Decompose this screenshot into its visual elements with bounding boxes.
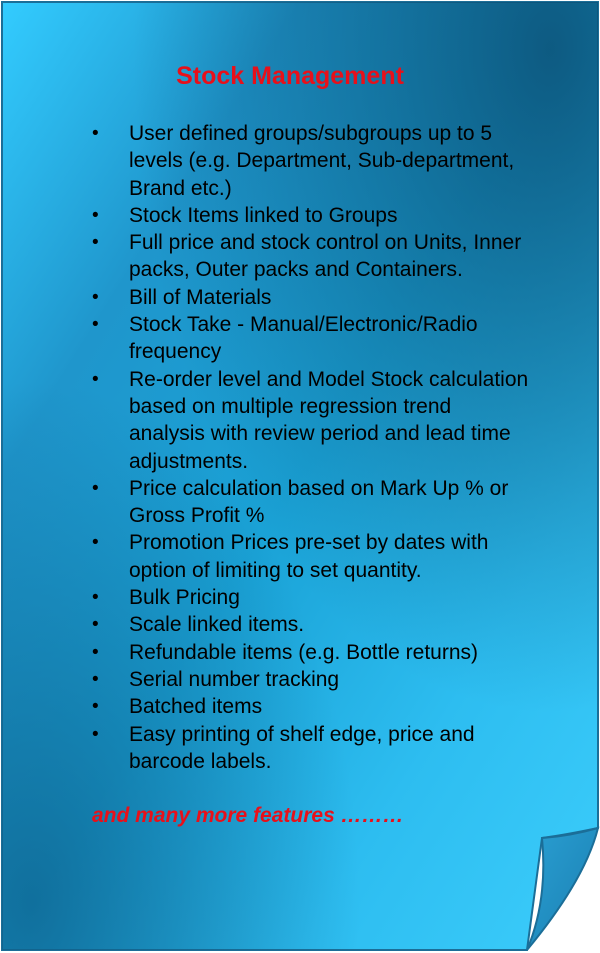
feature-text: Stock Items linked to Groups bbox=[129, 203, 398, 227]
bullet-icon: • bbox=[92, 204, 99, 226]
feature-item bbox=[92, 529, 532, 584]
bullet-icon: • bbox=[92, 477, 99, 499]
feature-list bbox=[92, 120, 532, 775]
feature-item bbox=[92, 584, 532, 611]
feature-text: Bill of Materials bbox=[129, 285, 272, 309]
feature-item bbox=[92, 475, 532, 530]
feature-item bbox=[92, 120, 532, 202]
bullet-icon: • bbox=[92, 614, 99, 636]
bullet-icon: • bbox=[92, 587, 99, 609]
bullet-icon: • bbox=[92, 723, 99, 745]
bullet-icon: • bbox=[92, 314, 99, 336]
feature-item bbox=[92, 366, 532, 475]
feature-text: Price calculation based on Mark Up % or Gross Profit % bbox=[129, 476, 509, 528]
feature-text: Batched items bbox=[129, 695, 263, 719]
bullet-icon: • bbox=[92, 286, 99, 308]
page-title: Stock Management bbox=[176, 62, 404, 90]
feature-text: User defined groups/subgroups up to 5 levels (e.g. Department, Sub-department, Brand etc.) bbox=[129, 122, 515, 200]
feature-text: Serial number tracking bbox=[129, 667, 340, 691]
bullet-icon: • bbox=[92, 532, 99, 554]
feature-item bbox=[92, 666, 532, 693]
feature-item bbox=[92, 311, 532, 366]
feature-item bbox=[92, 611, 532, 638]
feature-item bbox=[92, 202, 532, 229]
feature-text: Re-order level and Model Stock calculation based on multiple regression trend analysis with review period and lead time adjustments. bbox=[129, 367, 529, 473]
bullet-icon: • bbox=[92, 668, 99, 690]
feature-text: Bulk Pricing bbox=[129, 586, 240, 610]
feature-text: Refundable items (e.g. Bottle returns) bbox=[129, 640, 479, 664]
bullet-icon: • bbox=[92, 123, 99, 144]
feature-item bbox=[92, 693, 532, 720]
bullet-icon: • bbox=[92, 368, 99, 390]
feature-item bbox=[92, 229, 532, 284]
feature-text: Scale linked items. bbox=[129, 613, 305, 637]
feature-item bbox=[92, 284, 532, 311]
bullet-icon: • bbox=[92, 641, 99, 663]
bullet-icon: • bbox=[92, 232, 99, 254]
feature-item bbox=[92, 639, 532, 666]
more-features-note: and many more features ……… bbox=[92, 804, 404, 827]
bullet-icon: • bbox=[92, 696, 99, 718]
feature-text: Full price and stock control on Units, Inner packs, Outer packs and Containers. bbox=[129, 231, 522, 282]
feature-text: Easy printing of shelf edge, price and barcode labels. bbox=[129, 722, 475, 773]
feature-text: Promotion Prices pre-set by dates with option of limiting to set quantity. bbox=[129, 531, 489, 582]
feature-text: Stock Take - Manual/Electronic/Radio frequency bbox=[129, 313, 478, 364]
feature-item bbox=[92, 721, 532, 776]
